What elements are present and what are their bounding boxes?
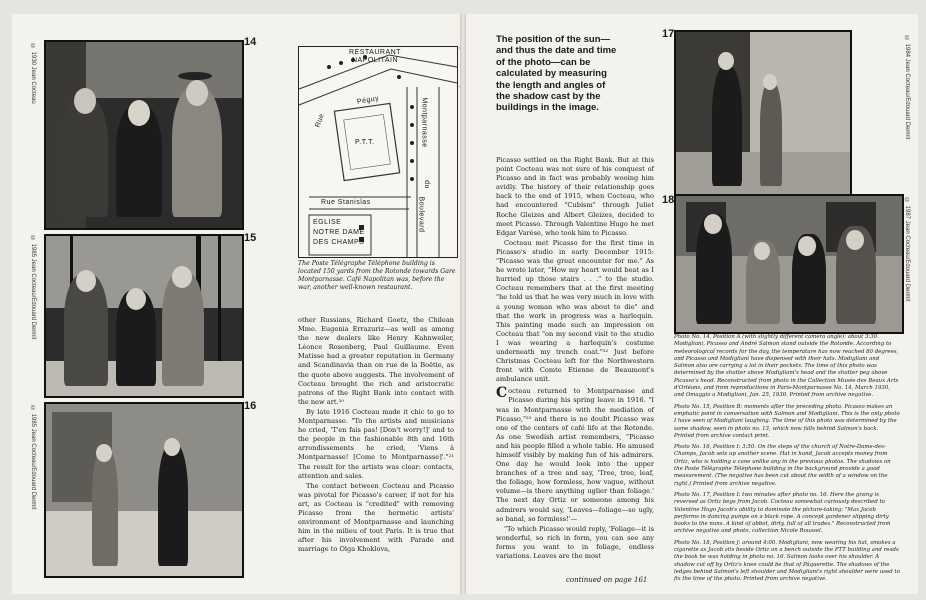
map-label: du: [422, 180, 430, 189]
photo-16: [44, 402, 244, 578]
photo-note: Photo No. 17, Position I: two minutes after photo no. 16. Here the giving is reversed as Ortiz begs from Jacob. Cocteau somewhat curiously described to Valentine Hugo Jacob's ability to dominate the picture-taking: "Max Jacob performs in dancing pumps on a black rope. A concept gardener slipping dirty books to the nuns. A kind of abbot, dirty, full of all trades." Reconstructed from archive negative and photo, collection Nicole Roussel.: [674, 491, 891, 535]
photo-number: 14: [244, 36, 257, 48]
paragraph: Cocteau met Picasso for the first time in Picasso's studio in early December 1915: "Picasso was the great encounter for me." As he wrote later, "How my heart would beat as I hurried up those stairs . . ." to the studio. Cocteau remembers that at the first meeting "he told us that he was very much in love with a young woman who was about to die" and that the work in progress was a harlequin. This painting made such an impression on Cocteau that "on my second visit to the studio I was wearing a harlequin's costume underneath my trench coat."²² Just before Christmas Cocteau left for the Northwestern front with Comte Etienne de Beaumont's ambulance unit.: [496, 238, 654, 384]
paragraph: [496, 387, 654, 523]
headline: The position of the sun—and thus the date and time of the photo—can be calculated by measuring the length and angles of the shadow cast by the buildings in the image.: [496, 34, 617, 114]
photo-note: Photo No. 15, Position B: moments after the preceding photo. Picasso makes an emphatic point in conversation with Salmon and Modigliani. This is the only photo I have seen of Modigliani laughing. The time of this photo was determined by the same shadow, seen in photo no. 13, which now falls behind Salmon's back. Printed from archive contact print.: [674, 403, 900, 439]
map-label: NOTRE DAME: [313, 229, 365, 236]
paragraph-text: octeau returned to Montparnasse and Picasso during his spring leave in 1916. "I was in Montparnasse with the mediation of Picasso,"²³ and there is no doubt Picasso was one of the centers of café life at the Rotonde. As one Swedish artist remembers, "Picasso and his people filled a whole table. He amused himself visibly by making fun of his admirers. One day he would look into the upper branches of a tree and say, 'Tree, tree, leaf, the foliage, how formless, how vague, without volume—is there anything uglier than foliage.' The next day Ortiz or someone among his admirers would say, 'Leaves—foliage—so ugly, so banal, so formless!'—: [496, 387, 654, 523]
paragraph: other Russians, Richard Goetz, the Chilean Mme. Eugenia Errazuriz—as well as among the new dealers like Henry Kahnweiler, Léonce Rosenberg, Paul Guillaume. Even Matisse had a greater reputation in Germany and Scandinavia than on rue de la Boëtie, as the quote above suggests. The involvement of Cocteau brought the rich and aristocratic patrons of the Right Bank into contact with the new art.²⁰: [298, 316, 454, 406]
map-label: Péguy: [356, 95, 380, 106]
map-label: RESTAURANT NAPOLITAIN: [349, 49, 401, 64]
map-label: P.T.T.: [355, 139, 375, 146]
photo-note: Photo No. 18, Position J: around 4:00. Modigliani, now wearing his hat, smokes a cigarette as Jacob sits beside Ortiz on a bench outside the PTT building and reads the book he was holding in photo no. 16. Salmon looks over his shoulder. A shadow cut off by Ortiz's knee could be that of Pâquerette. The shadows of the ledges behind Salmon's left shoulder and Modigliani's right shoulder were used to fix the time of the photo. Printed from archive negative.: [674, 539, 900, 583]
body-column: [298, 316, 454, 555]
photo-credit: © 1985 Jean Cocteau/Edouard Dermit: [30, 236, 36, 340]
photo-14: [44, 40, 244, 230]
map-label: DES CHAMPS: [313, 239, 365, 246]
map-label: Rue Stanislas: [321, 199, 371, 206]
paragraph: "To which Picasso would reply, 'Foliage—it is wonderful, so rich in form, you can see any forms you want to in foliage, endless variations. Leaves are the most: [496, 524, 654, 561]
paragraph: By late 1916 Cocteau made it chic to go to Montparnasse. "To the artists and musicians he cried, 'T'en fais pas! [Don't worry!]' and to the people in the fashionable 8th and 16th arrondissements he cried, 'Viens à Montparnasse! [Come to Montparnasse]'."²¹ The result for the artists was clear: contacts, attention and sales.: [298, 407, 454, 480]
photo-number: 15: [244, 232, 257, 244]
continued-note: continued on page 161: [566, 576, 648, 584]
photo-note: Photo No. 16, Position I: 3:50. On the steps of the church of Notre-Dame-des-Champs, Jacob sets up another scene. Hat in hand, Jacob accepts money from Ortiz, who is holding a cane unlike any in the previous photos. The shadows on the Poste Télégraphe Téléphone building in the background provide a good measurement. (The negative has been cut about the width of a window on the right.) Printed from archive negative.: [674, 444, 891, 487]
paragraph: The contact between Cocteau and Picasso was pivotal for Picasso's career, if not for his art, as Cocteau is "credited" with removing Picasso from the hermetic artists' environment of Montparnasse and launching him in the milieu of tout Paris. It is true that after his involvement with Parade and marriage to Olga Khoklova,: [298, 481, 454, 554]
photo-15: [44, 234, 244, 398]
photo-credit: © 1930 Jean Cocteau: [30, 44, 36, 104]
photo-18: [674, 194, 904, 334]
map-label: Rue: [314, 112, 326, 129]
drop-cap: C: [496, 385, 508, 402]
photo-notes: [674, 334, 900, 588]
photo-credit: © 1987 Jean Cocteau/Edouard Dermit: [904, 198, 910, 302]
left-page: [12, 14, 460, 594]
body-column: [496, 156, 654, 562]
photo-number: 16: [244, 400, 257, 412]
photo-number: 18: [662, 194, 675, 206]
map-label: Montparnasse: [420, 97, 428, 148]
street-map: [298, 46, 458, 258]
map-caption: The Poste Télégraphe Téléphone building is located 150 yards from the Rotonde towards Gare Montparnasse. Café Napolitan was, before the war, another well-known restaurant.: [298, 260, 456, 292]
right-page: [466, 14, 918, 594]
photo-credit: © 1985 Jean Cocteau/Edouard Dermit: [30, 406, 36, 510]
photo-credit: © 1984 Jean Cocteau/Edouard Dermit: [904, 36, 910, 140]
photo-note: Photo No. 14, Position A (with slightly different camera angle): about 3:30. Modigliani, Picasso and André Salmon stand outside the Rotonde. According to meteorological records for the day, the temperature has now reached 80 degrees, and Picasso and Modigliani have dispensed with their hats. Modigliani and Salmon also are carrying a lot in their pockets. The time of this photo was determined by the shutter above Modigliani's head and the shutter peg above Picasso's head. Reconstructed from photo in the Collection Musée des Beaux Arts d'Orléans, and from reproductions in Paris-Montparnasse No. 14, March 1930, and Omaggio a Modigliani, Jan. 25, 1930. Printed from archive negative.: [674, 334, 899, 399]
map-label: Boulevard: [417, 196, 425, 233]
photo-number: 17: [662, 28, 675, 40]
paragraph: Picasso settled on the Right Bank. But at this point Cocteau was not sure of his conquest of Picasso and in fact was probably wooing him avidly. The history of their relationship goes back to the end of 1915, when Cocteau, who had encountered "Cubism" through Juliet Roche Gleizes and Albert Gleizes, decided to meet Picasso. Through Valentine Hugo he met Edgar Varèse, who took him to Picasso.: [496, 156, 654, 237]
map-label: EGLISE: [313, 219, 342, 226]
photo-17: [674, 30, 852, 198]
